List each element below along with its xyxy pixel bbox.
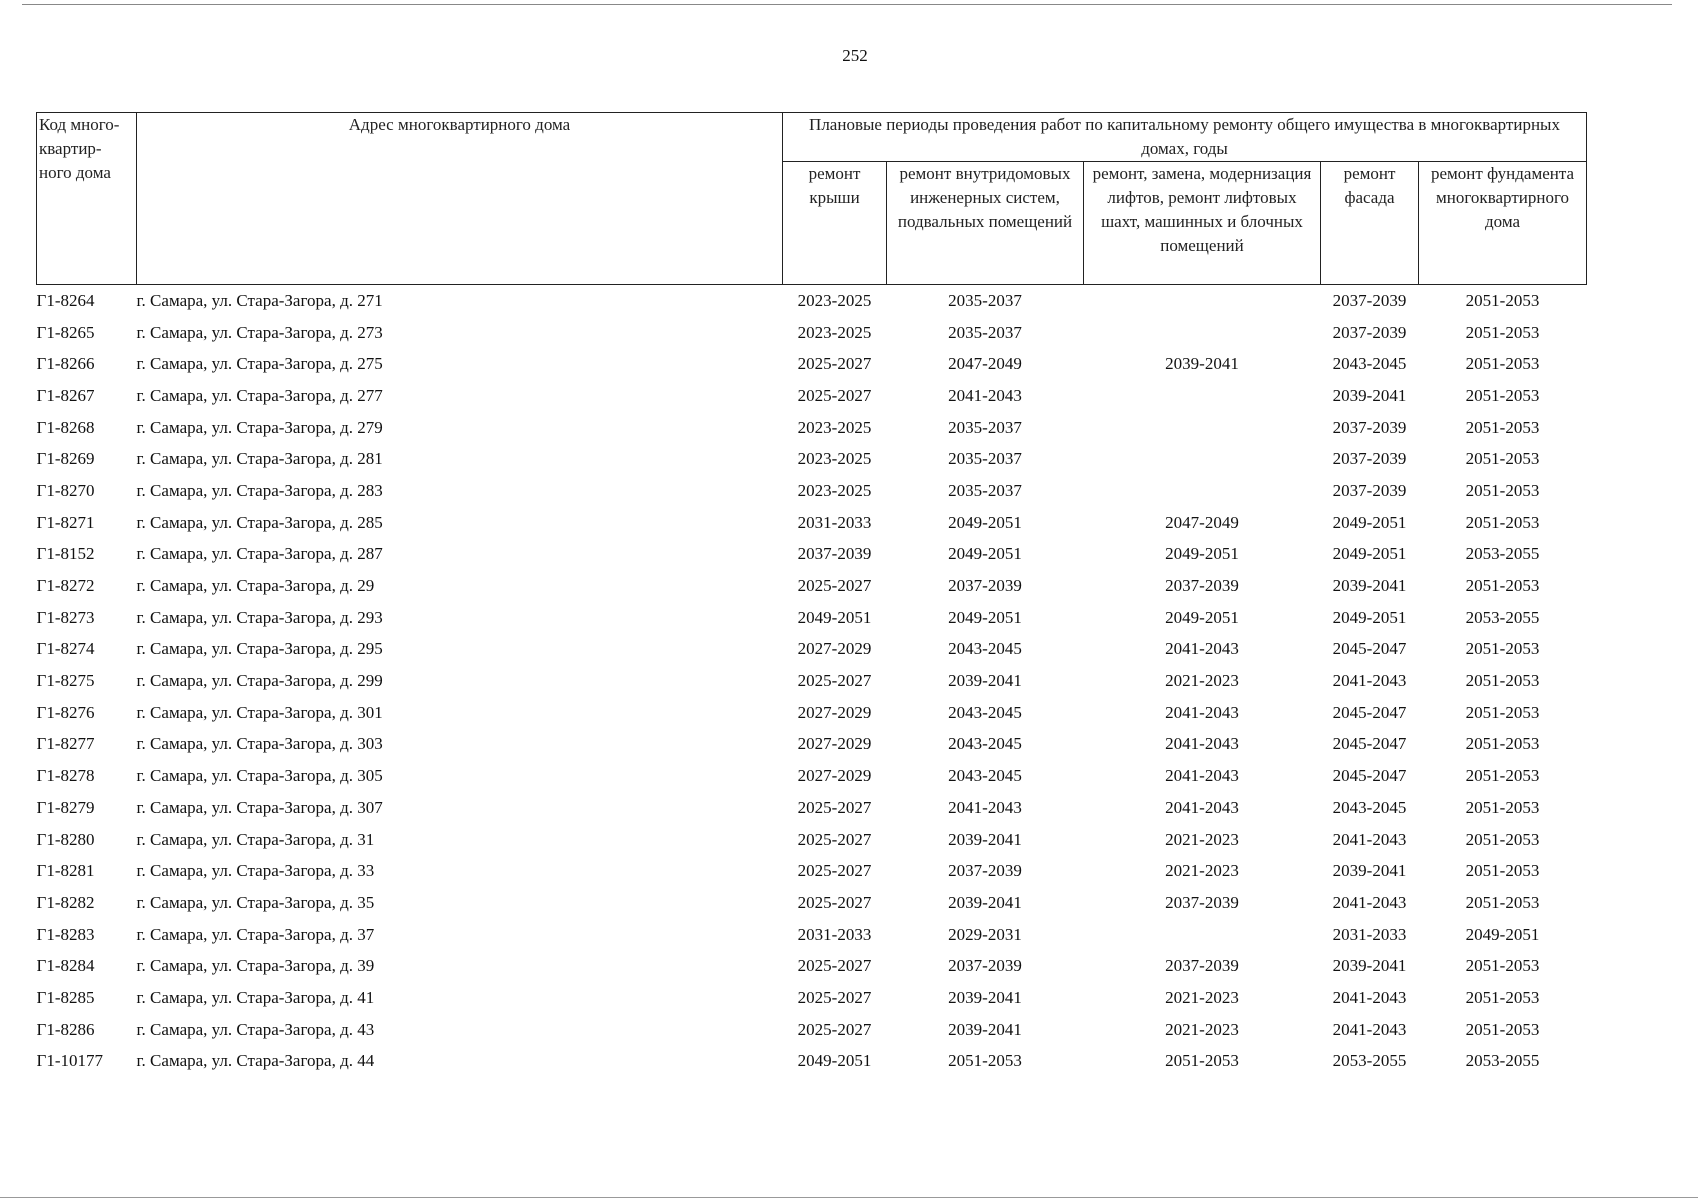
cell-address: г. Самара, ул. Стара-Загора, д. 31 [136, 829, 375, 849]
cell-roof: 2027-2029 [797, 702, 872, 722]
header-planned-periods: Плановые периоды проведения работ по капитальному ремонту общего имущества в многоквартирных домах, годы [783, 113, 1587, 162]
cell-engineering: 2041-2043 [948, 797, 1022, 817]
cell-code: Г1-8276 [36, 702, 95, 722]
cell-facade: 2031-2033 [1332, 924, 1407, 944]
cell-facade: 2041-2043 [1332, 892, 1407, 912]
page-number: 252 [842, 46, 868, 65]
cell-lifts: 2051-2053 [1165, 1051, 1239, 1071]
cell-address: г. Самара, ул. Стара-Загора, д. 299 [136, 671, 383, 691]
table-row [37, 792, 1587, 824]
cell-roof: 2049-2051 [797, 1051, 872, 1071]
table-row [37, 950, 1587, 982]
cell-address: г. Самара, ул. Стара-Загора, д. 271 [136, 290, 383, 310]
cell-code: Г1-8265 [36, 322, 95, 342]
table-row [37, 697, 1587, 729]
cell-roof: 2027-2029 [797, 734, 872, 754]
cell-lifts: 2037-2039 [1165, 892, 1239, 912]
cell-engineering: 2039-2041 [948, 892, 1022, 912]
cell-code: Г1-8277 [36, 734, 95, 754]
cell-code: Г1-8282 [36, 892, 95, 912]
cell-engineering: 2029-2031 [948, 924, 1022, 944]
cell-roof: 2023-2025 [797, 322, 872, 342]
cell-facade: 2041-2043 [1332, 1019, 1407, 1039]
cell-code: Г1-8152 [36, 544, 95, 564]
cell-address: г. Самара, ул. Стара-Загора, д. 305 [136, 766, 383, 786]
cell-engineering: 2035-2037 [948, 417, 1022, 437]
cell-address: г. Самара, ул. Стара-Загора, д. 41 [136, 987, 375, 1007]
cell-facade: 2037-2039 [1332, 290, 1407, 310]
cell-facade: 2049-2051 [1332, 512, 1407, 532]
cell-facade: 2039-2041 [1332, 576, 1407, 596]
cell-lifts: 2049-2051 [1165, 544, 1239, 564]
table-row [37, 507, 1587, 539]
cell-engineering: 2041-2043 [948, 385, 1022, 405]
cell-foundation: 2049-2051 [1465, 924, 1540, 944]
cell-code: Г1-8274 [36, 639, 95, 659]
cell-roof: 2025-2027 [797, 956, 872, 976]
cell-foundation: 2051-2053 [1465, 671, 1540, 691]
table-row [37, 634, 1587, 666]
cell-facade: 2039-2041 [1332, 861, 1407, 881]
cell-code: Г1-8275 [36, 671, 95, 691]
cell-facade: 2049-2051 [1332, 607, 1407, 627]
cell-lifts: 2021-2023 [1165, 829, 1239, 849]
cell-code: Г1-8286 [36, 1019, 95, 1039]
table-row [37, 602, 1587, 634]
table-row [37, 380, 1587, 412]
cell-engineering: 2049-2051 [948, 512, 1022, 532]
cell-lifts: 2021-2023 [1165, 671, 1239, 691]
cell-address: г. Самара, ул. Стара-Загора, д. 285 [136, 512, 383, 532]
table-row [37, 855, 1587, 887]
cell-engineering: 2035-2037 [948, 480, 1022, 500]
cell-address: г. Самара, ул. Стара-Загора, д. 273 [136, 322, 383, 342]
cell-facade: 2037-2039 [1332, 480, 1407, 500]
table-row [37, 665, 1587, 697]
cell-code: Г1-8273 [36, 607, 95, 627]
cell-facade: 2045-2047 [1332, 639, 1407, 659]
cell-code: Г1-8278 [36, 766, 95, 786]
cell-foundation: 2051-2053 [1465, 734, 1540, 754]
table-row [37, 570, 1587, 602]
top-rule [22, 4, 1672, 5]
cell-code: Г1-8271 [36, 512, 95, 532]
cell-lifts: 2021-2023 [1165, 987, 1239, 1007]
cell-facade: 2049-2051 [1332, 544, 1407, 564]
cell-engineering: 2047-2049 [948, 354, 1022, 374]
table-row [37, 317, 1587, 349]
cell-roof: 2025-2027 [797, 797, 872, 817]
cell-foundation: 2051-2053 [1465, 639, 1540, 659]
cell-address: г. Самара, ул. Стара-Загора, д. 43 [136, 1019, 375, 1039]
cell-lifts: 2047-2049 [1165, 512, 1239, 532]
cell-foundation: 2051-2053 [1465, 702, 1540, 722]
cell-foundation: 2051-2053 [1465, 829, 1540, 849]
cell-foundation: 2053-2055 [1465, 607, 1540, 627]
cell-code: Г1-10177 [36, 1051, 103, 1071]
cell-address: г. Самара, ул. Стара-Загора, д. 37 [136, 924, 375, 944]
cell-code: Г1-8270 [36, 480, 95, 500]
cell-facade: 2041-2043 [1332, 829, 1407, 849]
cell-roof: 2031-2033 [797, 512, 872, 532]
cell-roof: 2025-2027 [797, 354, 872, 374]
cell-address: г. Самара, ул. Стара-Загора, д. 287 [136, 544, 383, 564]
cell-foundation: 2051-2053 [1465, 576, 1540, 596]
cell-code: Г1-8264 [36, 290, 95, 310]
cell-roof: 2025-2027 [797, 829, 872, 849]
cell-lifts: 2041-2043 [1165, 702, 1239, 722]
cell-roof: 2027-2029 [797, 766, 872, 786]
cell-foundation: 2051-2053 [1465, 797, 1540, 817]
cell-address: г. Самара, ул. Стара-Загора, д. 281 [136, 449, 383, 469]
table-row [37, 1014, 1587, 1046]
cell-roof: 2025-2027 [797, 385, 872, 405]
cell-lifts [1084, 285, 1321, 317]
cell-roof: 2023-2025 [797, 417, 872, 437]
cell-facade: 2041-2043 [1332, 987, 1407, 1007]
cell-facade: 2039-2041 [1332, 385, 1407, 405]
table-row [37, 539, 1587, 571]
cell-code: Г1-8284 [36, 956, 95, 976]
bottom-rule [0, 1197, 1698, 1198]
cell-code: Г1-8269 [36, 449, 95, 469]
cell-lifts: 2041-2043 [1165, 734, 1239, 754]
cell-engineering: 2049-2051 [948, 544, 1022, 564]
cell-facade: 2037-2039 [1332, 417, 1407, 437]
cell-address: г. Самара, ул. Стара-Загора, д. 275 [136, 354, 383, 374]
cell-address: г. Самара, ул. Стара-Загора, д. 277 [136, 385, 383, 405]
cell-foundation: 2051-2053 [1465, 892, 1540, 912]
cell-code: Г1-8266 [36, 354, 95, 374]
cell-engineering: 2037-2039 [948, 861, 1022, 881]
cell-address: г. Самара, ул. Стара-Загора, д. 39 [136, 956, 375, 976]
cell-lifts: 2037-2039 [1165, 956, 1239, 976]
cell-foundation: 2051-2053 [1465, 956, 1540, 976]
cell-lifts: 2041-2043 [1165, 766, 1239, 786]
cell-engineering: 2043-2045 [948, 639, 1022, 659]
cell-code: Г1-8267 [36, 385, 95, 405]
cell-foundation: 2051-2053 [1465, 512, 1540, 532]
cell-facade: 2045-2047 [1332, 766, 1407, 786]
cell-facade: 2039-2041 [1332, 956, 1407, 976]
cell-lifts: 2049-2051 [1165, 607, 1239, 627]
cell-engineering: 2043-2045 [948, 734, 1022, 754]
table-row [37, 887, 1587, 919]
cell-lifts: 2041-2043 [1165, 639, 1239, 659]
cell-engineering: 2037-2039 [948, 956, 1022, 976]
table-row [37, 824, 1587, 856]
cell-lifts [1084, 412, 1321, 444]
cell-roof: 2031-2033 [797, 924, 872, 944]
table-header [37, 113, 1587, 285]
cell-roof: 2025-2027 [797, 987, 872, 1007]
repair-schedule-table [36, 112, 1587, 1077]
cell-code: Г1-8283 [36, 924, 95, 944]
cell-lifts [1084, 380, 1321, 412]
cell-engineering: 2051-2053 [948, 1051, 1022, 1071]
cell-lifts [1084, 443, 1321, 475]
table-row [37, 982, 1587, 1014]
cell-code: Г1-8279 [36, 797, 95, 817]
cell-engineering: 2043-2045 [948, 766, 1022, 786]
header-engineering: ремонт внутридомовых инженерных систем, подвальных помещений [887, 162, 1084, 285]
cell-lifts: 2021-2023 [1165, 1019, 1239, 1039]
cell-code: Г1-8268 [36, 417, 95, 437]
cell-address: г. Самара, ул. Стара-Загора, д. 301 [136, 702, 383, 722]
cell-engineering: 2043-2045 [948, 702, 1022, 722]
cell-engineering: 2039-2041 [948, 987, 1022, 1007]
cell-address: г. Самара, ул. Стара-Загора, д. 283 [136, 480, 383, 500]
cell-foundation: 2051-2053 [1465, 861, 1540, 881]
cell-roof: 2049-2051 [797, 607, 872, 627]
cell-facade: 2037-2039 [1332, 322, 1407, 342]
table-row [37, 348, 1587, 380]
cell-facade: 2043-2045 [1332, 354, 1407, 374]
cell-engineering: 2035-2037 [948, 290, 1022, 310]
cell-foundation: 2051-2053 [1465, 480, 1540, 500]
table-row [37, 729, 1587, 761]
cell-foundation: 2051-2053 [1465, 1019, 1540, 1039]
cell-foundation: 2051-2053 [1465, 290, 1540, 310]
cell-roof: 2025-2027 [797, 861, 872, 881]
cell-foundation: 2051-2053 [1465, 417, 1540, 437]
cell-address: г. Самара, ул. Стара-Загора, д. 279 [136, 417, 383, 437]
table-row [37, 919, 1587, 951]
cell-engineering: 2039-2041 [948, 671, 1022, 691]
cell-address: г. Самара, ул. Стара-Загора, д. 44 [136, 1051, 375, 1071]
cell-foundation: 2051-2053 [1465, 987, 1540, 1007]
cell-foundation: 2051-2053 [1465, 449, 1540, 469]
cell-engineering: 2035-2037 [948, 322, 1022, 342]
table-row [37, 285, 1587, 317]
cell-roof: 2037-2039 [797, 544, 872, 564]
cell-lifts [1084, 919, 1321, 951]
cell-roof: 2025-2027 [797, 576, 872, 596]
table-row [37, 412, 1587, 444]
cell-lifts: 2021-2023 [1165, 861, 1239, 881]
cell-address: г. Самара, ул. Стара-Загора, д. 29 [136, 576, 375, 596]
cell-foundation: 2051-2053 [1465, 385, 1540, 405]
header-address: Адрес многоквартирного дома [137, 113, 783, 285]
cell-roof: 2023-2025 [797, 480, 872, 500]
cell-address: г. Самара, ул. Стара-Загора, д. 295 [136, 639, 383, 659]
table-body [37, 285, 1587, 1078]
cell-lifts [1084, 475, 1321, 507]
cell-code: Г1-8281 [36, 861, 95, 881]
table-row [37, 1046, 1587, 1078]
cell-engineering: 2035-2037 [948, 449, 1022, 469]
cell-roof: 2023-2025 [797, 290, 872, 310]
cell-roof: 2025-2027 [797, 892, 872, 912]
cell-address: г. Самара, ул. Стара-Загора, д. 33 [136, 861, 375, 881]
cell-engineering: 2039-2041 [948, 829, 1022, 849]
cell-roof: 2025-2027 [797, 1019, 872, 1039]
table-row [37, 475, 1587, 507]
header-foundation: ремонт фундамента многоквартирного дома [1419, 162, 1587, 285]
cell-facade: 2053-2055 [1332, 1051, 1407, 1071]
cell-foundation: 2053-2055 [1465, 1051, 1540, 1071]
cell-engineering: 2049-2051 [948, 607, 1022, 627]
cell-address: г. Самара, ул. Стара-Загора, д. 293 [136, 607, 383, 627]
header-roof: ремонт крыши [783, 162, 887, 285]
cell-code: Г1-8285 [36, 987, 95, 1007]
cell-foundation: 2051-2053 [1465, 322, 1540, 342]
cell-facade: 2037-2039 [1332, 449, 1407, 469]
table-row [37, 760, 1587, 792]
cell-foundation: 2053-2055 [1465, 544, 1540, 564]
cell-roof: 2027-2029 [797, 639, 872, 659]
cell-facade: 2045-2047 [1332, 702, 1407, 722]
cell-engineering: 2037-2039 [948, 576, 1022, 596]
cell-address: г. Самара, ул. Стара-Загора, д. 35 [136, 892, 375, 912]
cell-foundation: 2051-2053 [1465, 766, 1540, 786]
cell-facade: 2041-2043 [1332, 671, 1407, 691]
cell-lifts [1084, 317, 1321, 349]
header-lifts: ремонт, замена, модернизация лифтов, ремонт лифтовых шахт, машинных и блочных помещений [1084, 162, 1321, 285]
table-row [37, 443, 1587, 475]
cell-lifts: 2041-2043 [1165, 797, 1239, 817]
cell-foundation: 2051-2053 [1465, 354, 1540, 374]
header-code: Код много-квартир-ного дома [37, 113, 137, 285]
cell-roof: 2023-2025 [797, 449, 872, 469]
cell-lifts: 2039-2041 [1165, 354, 1239, 374]
cell-facade: 2045-2047 [1332, 734, 1407, 754]
cell-code: Г1-8280 [36, 829, 95, 849]
cell-facade: 2043-2045 [1332, 797, 1407, 817]
cell-code: Г1-8272 [36, 576, 95, 596]
cell-lifts: 2037-2039 [1165, 576, 1239, 596]
cell-engineering: 2039-2041 [948, 1019, 1022, 1039]
cell-address: г. Самара, ул. Стара-Загора, д. 303 [136, 734, 383, 754]
cell-roof: 2025-2027 [797, 671, 872, 691]
header-facade: ремонт фасада [1321, 162, 1419, 285]
cell-address: г. Самара, ул. Стара-Загора, д. 307 [136, 797, 383, 817]
